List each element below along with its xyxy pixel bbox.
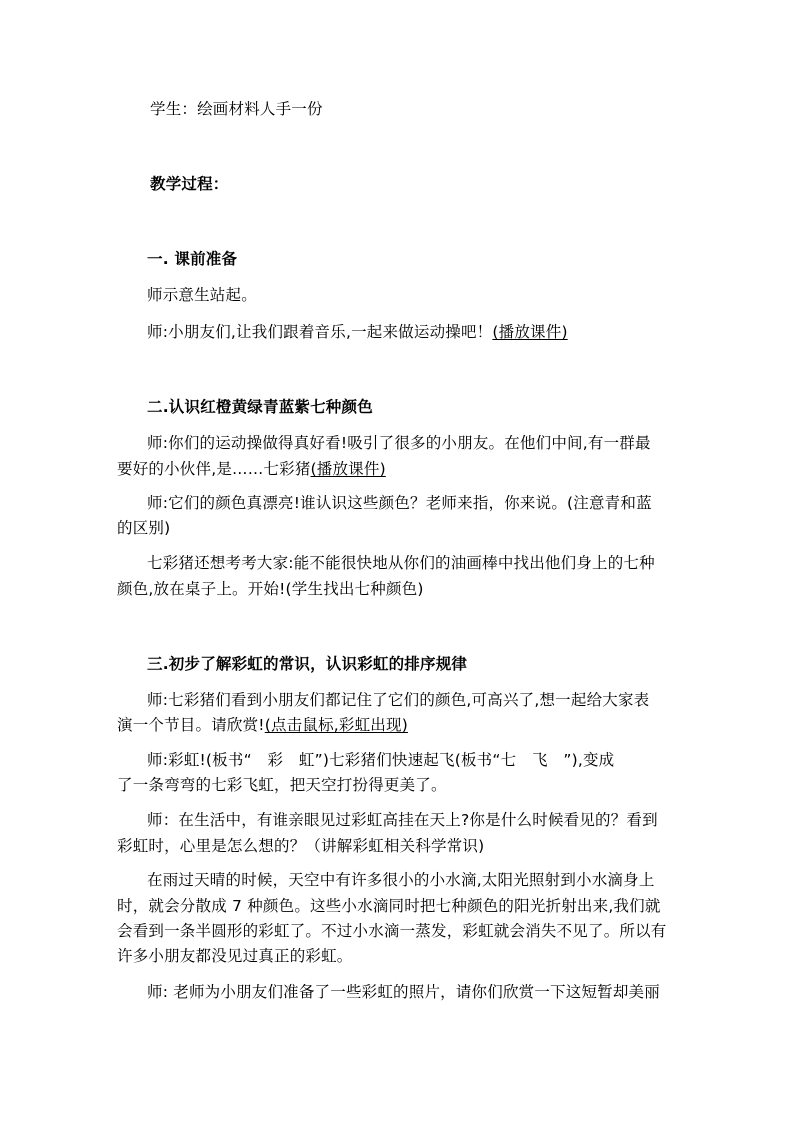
- section-3-p4-line-3: 会看到一条半圆形的彩虹了。不过小水滴一蒸发，彩虹就会消失不见了。所以有: [117, 922, 667, 940]
- play-courseware-link[interactable]: (播放课件): [492, 323, 568, 341]
- section-2-p1-line-2: [117, 459, 386, 479]
- section-3-p2-line-1: 师:彩虹!(板书“ 彩 虹”)七彩猪们快速起飞(板书“七 飞 ”),变成: [147, 751, 615, 769]
- section-2-p1-line-2-text: 要好的小伙伴,是……七彩猪: [117, 460, 311, 478]
- section-2-p2-line-1: 师:它们的颜色真漂亮!谁认识这些颜色？老师来指，你来说。(注意青和蓝: [147, 494, 652, 512]
- section-3-p4-line-1: 在雨过天晴的时候，天空中有许多很小的小水滴,太阳光照射到小水滴身上: [147, 871, 655, 889]
- section-2-heading: 二.认识红橙黄绿青蓝紫七种颜色: [147, 398, 373, 416]
- section-3-p1-line-2: [117, 715, 408, 735]
- section-2-p2-line-2: 的区别): [117, 519, 171, 537]
- click-mouse-rainbow-link[interactable]: (点击鼠标,彩虹出现): [264, 716, 408, 734]
- section-1-heading: 一. 课前准备: [147, 250, 238, 268]
- section-3-p3-line-1: 师：在生活中，有谁亲眼见过彩虹高挂在天上?你是什么时候看见的？看到: [147, 811, 658, 829]
- section-1-paragraph-2: [147, 322, 568, 342]
- process-heading: 教学过程：: [150, 175, 229, 193]
- section-3-p2-line-2: 了一条弯弯的七彩飞虹，把天空打扮得更美了。: [117, 776, 447, 794]
- section-2-p3-line-2: 颜色,放在桌子上。开始!(学生找出七种颜色): [117, 580, 424, 598]
- section-2-p1-line-1: 师:你们的运动操做得真好看!吸引了很多的小朋友。在他们中间,有一群最: [147, 434, 651, 452]
- materials-students: 学生：绘画材料人手一份: [150, 100, 323, 118]
- section-3-heading: 三.初步了解彩虹的常识，认识彩虹的排序规律: [147, 655, 468, 673]
- section-2-p3-line-1: 七彩猪还想考考大家:能不能很快地从你们的油画棒中找出他们身上的七种: [147, 554, 655, 572]
- section-3-p4-line-4: 许多小朋友都没见过真正的彩虹。: [117, 947, 353, 965]
- play-courseware-link-2[interactable]: (播放课件): [310, 460, 386, 478]
- section-1-paragraph-2-text: 师:小朋友们,让我们跟着音乐,一起来做运动操吧！: [147, 323, 493, 341]
- section-3-p1-line-1: 师:七彩猪们看到小朋友们都记住了它们的颜色,可高兴了,想一起给大家表: [147, 691, 650, 709]
- section-1-paragraph-1: 师示意生站起。: [147, 286, 257, 304]
- section-3-p5-line-1: 师: 老师为小朋友们准备了一些彩虹的照片，请你们欣赏一下这短暂却美丽: [147, 983, 660, 1001]
- section-3-p3-line-2: 彩虹时，心里是怎么想的？（讲解彩虹相关科学常识): [117, 837, 485, 855]
- section-3-p4-line-2: 时，就会分散成 7 种颜色。这些小水滴同时把七种颜色的阳光折射出来,我们就: [117, 897, 661, 915]
- section-3-p1-line-2-text: 演一个节目。请欣赏!: [117, 716, 265, 734]
